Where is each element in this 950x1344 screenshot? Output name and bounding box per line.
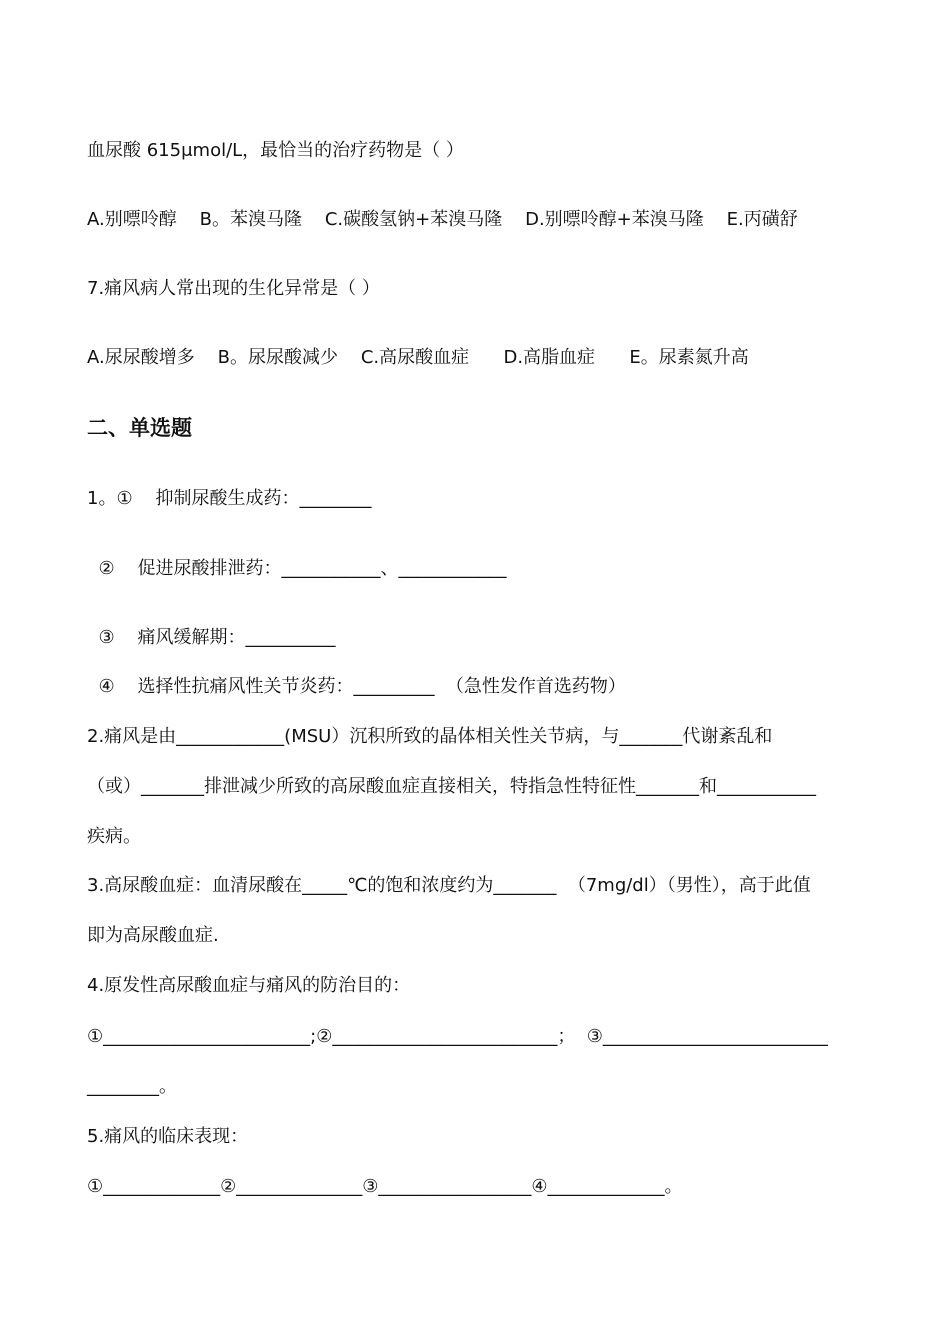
question-7-options: A.尿尿酸增多 B。尿尿酸减少 C.高尿酸血症 D.高脂血症 E。尿素氮升高 bbox=[87, 347, 749, 368]
fill-question-4-line-1: 4.原发性高尿酸血症与痛风的防治目的： bbox=[87, 975, 411, 996]
question-7-stem: 7.痛风病人常出现的生化异常是（ ） bbox=[87, 278, 380, 299]
fill-question-1-item-3: ③ 痛风缓解期：__________ bbox=[87, 627, 336, 648]
fill-question-5-line-1: 5.痛风的临床表现： bbox=[87, 1126, 249, 1147]
fill-question-1-item-2: ② 促进尿酸排泄药：___________、____________ bbox=[87, 558, 507, 579]
question-6-options: A.别嘌呤醇 B。苯溴马隆 C.碳酸氢钠+苯溴马隆 D.别嘌呤醇+苯溴马隆 E.丙磺舒 bbox=[87, 209, 798, 230]
fill-question-5-line-2: ①_____________②______________③_________________④_____________。 bbox=[87, 1176, 683, 1197]
fill-question-1-item-4: ④ 选择性抗痛风性关节炎药：_________ （急性发作首选药物） bbox=[87, 676, 626, 697]
fill-question-2-line-2: （或）_______排泄减少所致的高尿酸血症直接相关，特指急性特征性_______和___________ bbox=[87, 776, 816, 797]
fill-question-2-line-3: 疾病。 bbox=[87, 826, 141, 847]
fill-question-4-line-3: ________。 bbox=[87, 1076, 177, 1097]
question-6-stem: 血尿酸 615μmol/L，最恰当的治疗药物是（ ） bbox=[87, 140, 464, 161]
fill-question-3-line-1: 3.高尿酸血症：血清尿酸在_____℃的饱和浓度约为_______ （7mg/dl）（男性），高于此值 bbox=[87, 875, 811, 896]
fill-question-1-item-1: 1。① 抑制尿酸生成药：________ bbox=[87, 488, 372, 509]
section-2-title: 二、单选题 bbox=[87, 416, 192, 440]
fill-question-2-line-1: 2.痛风是由____________(MSU）沉积所致的晶体相关性关节病，与_______代谢紊乱和 bbox=[87, 726, 773, 747]
fill-question-3-line-2: 即为高尿酸血症. bbox=[87, 925, 219, 946]
fill-question-4-line-2: ①_______________________;②_________________________； ③_________________________ bbox=[87, 1026, 828, 1047]
